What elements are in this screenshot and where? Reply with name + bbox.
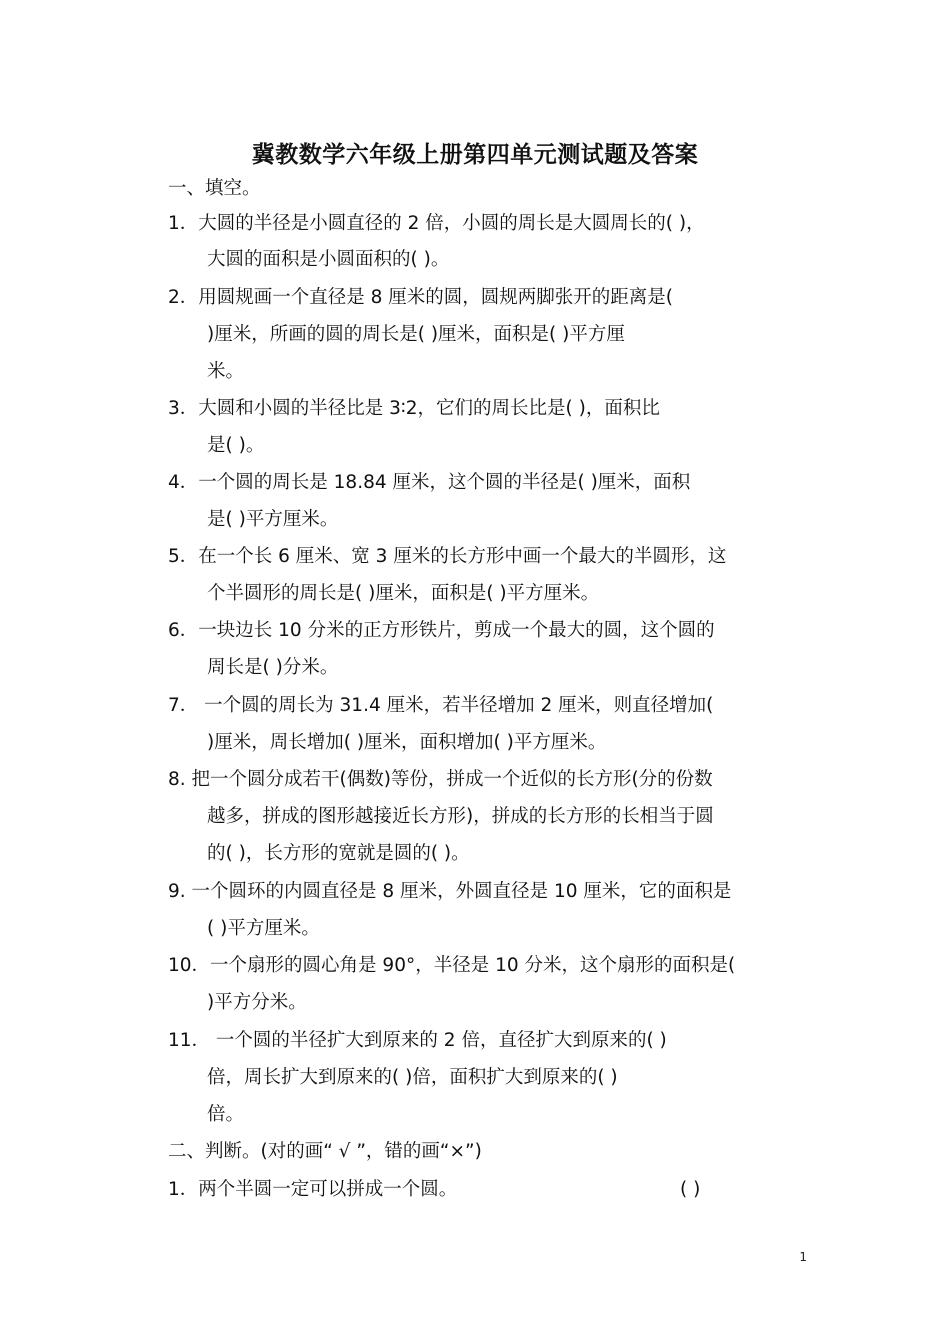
question-line: 是( )平方厘米。 xyxy=(207,509,339,530)
question-line: )平方分米。 xyxy=(207,992,307,1013)
question-line: 个半圆形的周长是( )厘米，面积是( )平方厘米。 xyxy=(207,583,600,604)
question-line: 10．一个扇形的圆心角是 90°，半径是 10 分米，这个扇形的面积是( xyxy=(168,955,736,976)
answer-bracket: ( ) xyxy=(680,1179,701,1200)
page-number: 1 xyxy=(799,1250,807,1264)
question-line: 是( )。 xyxy=(207,435,265,456)
question-line: 6．一块边长 10 分米的正方形铁片，剪成一个最大的圆，这个圆的 xyxy=(168,620,715,641)
question-line: 越多，拼成的图形越接近长方形)，拼成的长方形的长相当于圆 xyxy=(207,806,714,827)
question-line: 4．一个圆的周长是 18.84 厘米，这个圆的半径是( )厘米，面积 xyxy=(168,472,691,493)
question-line: 5．在一个长 6 厘米、宽 3 厘米的长方形中画一个最大的半圆形，这 xyxy=(168,546,727,567)
question-line: 周长是( )分米。 xyxy=(207,657,339,678)
document-title: 冀教数学六年级上册第四单元测试题及答案 xyxy=(251,142,699,168)
question-line: 7． 一个圆的周长为 31.4 厘米，若半径增加 2 厘米，则直径增加( xyxy=(168,695,714,716)
section2-heading: 二、判断。(对的画“ √ ”，错的画“×”) xyxy=(168,1141,482,1162)
question-line: 3．大圆和小圆的半径比是 3∶2，它们的周长比是( )，面积比 xyxy=(168,398,660,419)
question-line: 大圆的面积是小圆面积的( )。 xyxy=(207,249,450,270)
question-line: 9. 一个圆环的内圆直径是 8 厘米，外圆直径是 10 厘米，它的面积是 xyxy=(168,881,732,902)
question-line: 的( )，长方形的宽就是圆的( )。 xyxy=(207,843,470,864)
question-line: 倍。 xyxy=(207,1104,245,1125)
question-line: 2．用圆规画一个直径是 8 厘米的圆，圆规两脚张开的距离是( xyxy=(168,287,674,308)
question-line: 8. 把一个圆分成若干(偶数)等份，拼成一个近似的长方形(分的份数 xyxy=(168,769,713,790)
judge-question-line: 1．两个半圆一定可以拼成一个圆。 xyxy=(168,1179,458,1200)
question-line: )厘米，所画的圆的周长是( )厘米，面积是( )平方厘 xyxy=(207,324,625,345)
question-line: )厘米，周长增加( )厘米，面积增加( )平方厘米。 xyxy=(207,732,607,753)
question-line: 米。 xyxy=(207,361,245,382)
question-line: 倍，周长扩大到原来的( )倍，面积扩大到原来的( ) xyxy=(207,1067,618,1088)
question-line: 11． 一个圆的半径扩大到原来的 2 倍，直径扩大到原来的( ) xyxy=(168,1030,667,1051)
section1-heading: 一、填空。 xyxy=(168,178,261,199)
question-line: 1．大圆的半径是小圆直径的 2 倍，小圆的周长是大圆周长的( )， xyxy=(168,213,705,234)
question-line: ( )平方厘米。 xyxy=(207,918,320,939)
